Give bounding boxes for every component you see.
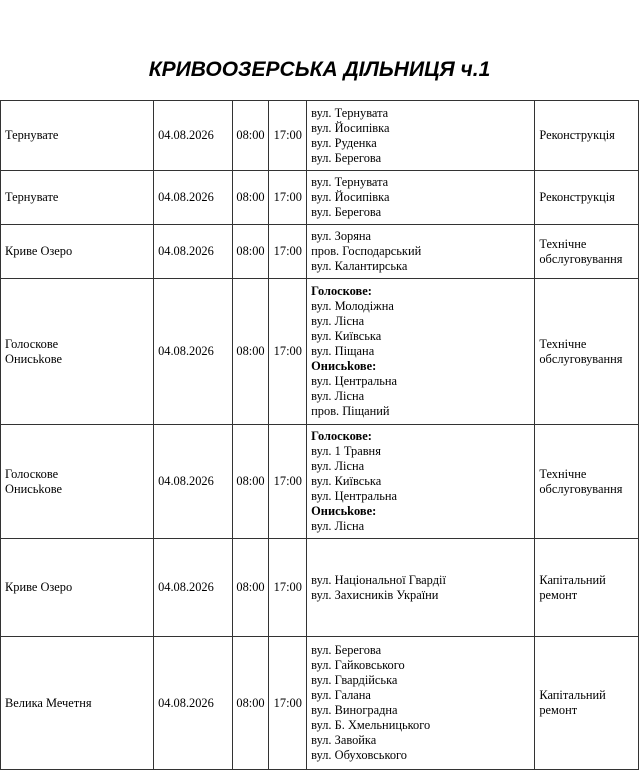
table-row [1, 539, 639, 637]
cell-line: вул. Б. Хмельницького [311, 718, 431, 732]
cell-line: Голоскове [5, 336, 59, 351]
cell-line: вул. Завойка [311, 733, 377, 747]
work-type-cell [535, 101, 639, 171]
streets-cell [307, 425, 535, 539]
table-row [1, 101, 639, 171]
start-time-cell: 08:00 [232, 101, 269, 171]
cell-line: пров. Піщаний [311, 404, 390, 418]
cell-line: вул. Захисників України [311, 587, 439, 602]
streets-cell [307, 171, 535, 225]
end-time-cell: 17:00 [269, 637, 307, 770]
page-title: КРИВООЗЕРСЬКА ДІЛЬНИЦЯ ч.1 [148, 58, 491, 81]
cell-line: Технічне [539, 466, 587, 481]
village-heading: Онисьkове: [311, 504, 377, 518]
cell-line: вул. Національної Гвардії [311, 572, 446, 587]
cell-line: Криве Озеро [5, 244, 73, 258]
cell-line: вул. Берегова [311, 205, 382, 219]
streets-cell [307, 279, 535, 425]
work-type-cell [535, 425, 639, 539]
cell-line: вул. 1 Травня [311, 444, 381, 458]
settlement-cell [1, 171, 154, 225]
start-time-cell: 08:00 [232, 171, 269, 225]
cell-line: Реконструкція [539, 128, 615, 142]
settlement-cell [1, 279, 154, 425]
cell-line: вул. Центральна [311, 374, 398, 388]
streets-cell [307, 539, 535, 637]
table-row [1, 279, 639, 425]
settlement-cell [1, 637, 154, 770]
table-row [1, 637, 639, 770]
work-type-cell [535, 225, 639, 279]
cell-line: обслуговування [539, 481, 623, 496]
cell-line: Онисьkове [5, 481, 63, 496]
settlement-cell [1, 425, 154, 539]
table-row [1, 225, 639, 279]
start-time-cell: 08:00 [232, 637, 269, 770]
end-time-cell: 17:00 [269, 539, 307, 637]
cell-line: ремонт [539, 703, 578, 717]
cell-line: обслуговування [539, 251, 623, 266]
start-time-cell: 08:00 [232, 539, 269, 637]
village-heading: Голоскове: [311, 284, 372, 298]
cell-line: Реконструкція [539, 190, 615, 204]
date-cell: 04.08.2026 [154, 225, 233, 279]
work-type-cell [535, 637, 639, 770]
cell-line: вул. Тернувата [311, 175, 389, 189]
cell-line: вул. Виноградна [311, 703, 398, 717]
start-time-cell: 08:00 [232, 279, 269, 425]
cell-line: вул. Лісна [311, 519, 365, 533]
end-time-cell: 17:00 [269, 279, 307, 425]
cell-line: Онисьkове [5, 351, 63, 366]
table-row [1, 171, 639, 225]
village-heading: Голоскове: [311, 429, 372, 443]
cell-line: обслуговування [539, 351, 623, 366]
cell-line: вул. Йосипівка [311, 190, 390, 204]
cell-line: вул. Йосипівка [311, 120, 390, 135]
date-cell: 04.08.2026 [154, 539, 233, 637]
cell-line: вул. Руденка [311, 135, 377, 150]
cell-line: вул. Берегова [311, 643, 382, 657]
work-type-cell [535, 171, 639, 225]
village-heading: Онисьkове: [311, 359, 377, 373]
cell-line: вул. Зоряна [311, 229, 372, 243]
streets-cell [307, 637, 535, 770]
cell-line: вул. Київська [311, 329, 382, 343]
cell-line: вул. Київська [311, 474, 382, 488]
cell-line: вул. Лісна [311, 459, 365, 473]
settlement-cell [1, 225, 154, 279]
streets-cell [307, 101, 535, 171]
cell-line: Криве Озеро [5, 580, 73, 594]
cell-line: Капітальний [539, 572, 606, 587]
cell-line: вул. Центральна [311, 489, 398, 503]
streets-cell [307, 225, 535, 279]
cell-line: вул. Лісна [311, 389, 365, 403]
date-cell: 04.08.2026 [154, 101, 233, 171]
cell-line: вул. Гайковського [311, 658, 405, 672]
date-cell: 04.08.2026 [154, 425, 233, 539]
outage-schedule-table [0, 100, 639, 770]
start-time-cell: 08:00 [232, 425, 269, 539]
cell-line: Технічне [539, 336, 587, 351]
work-type-cell [535, 279, 639, 425]
cell-line: вул. Піщана [311, 344, 375, 358]
cell-line: вул. Обуховського [311, 748, 408, 762]
cell-line: вул. Гвардійська [311, 673, 398, 687]
date-cell: 04.08.2026 [154, 171, 233, 225]
cell-line: вул. Молодіжна [311, 299, 394, 313]
end-time-cell: 17:00 [269, 171, 307, 225]
end-time-cell: 17:00 [269, 425, 307, 539]
cell-line: Велика Мечетня [5, 695, 92, 710]
start-time-cell: 08:00 [232, 225, 269, 279]
settlement-cell [1, 101, 154, 171]
date-cell: 04.08.2026 [154, 637, 233, 770]
cell-line: Технічне [539, 236, 587, 251]
end-time-cell: 17:00 [269, 101, 307, 171]
table-row [1, 425, 639, 539]
cell-line: Тернувате [5, 190, 59, 204]
cell-line: вул. Галана [311, 688, 371, 702]
cell-line: Тернувате [5, 128, 59, 142]
cell-line: вул. Калантирська [311, 259, 408, 273]
end-time-cell: 17:00 [269, 225, 307, 279]
table-body [1, 101, 639, 770]
date-cell: 04.08.2026 [154, 279, 233, 425]
cell-line: Голоскове [5, 466, 59, 481]
cell-line: пров. Господарський [311, 244, 422, 258]
cell-line: вул. Берегова [311, 150, 382, 165]
work-type-cell [535, 539, 639, 637]
cell-line: вул. Тернувата [311, 105, 389, 120]
cell-line: ремонт [539, 587, 578, 602]
cell-line: Капітальний [539, 688, 606, 702]
cell-line: вул. Лісна [311, 314, 365, 328]
settlement-cell [1, 539, 154, 637]
